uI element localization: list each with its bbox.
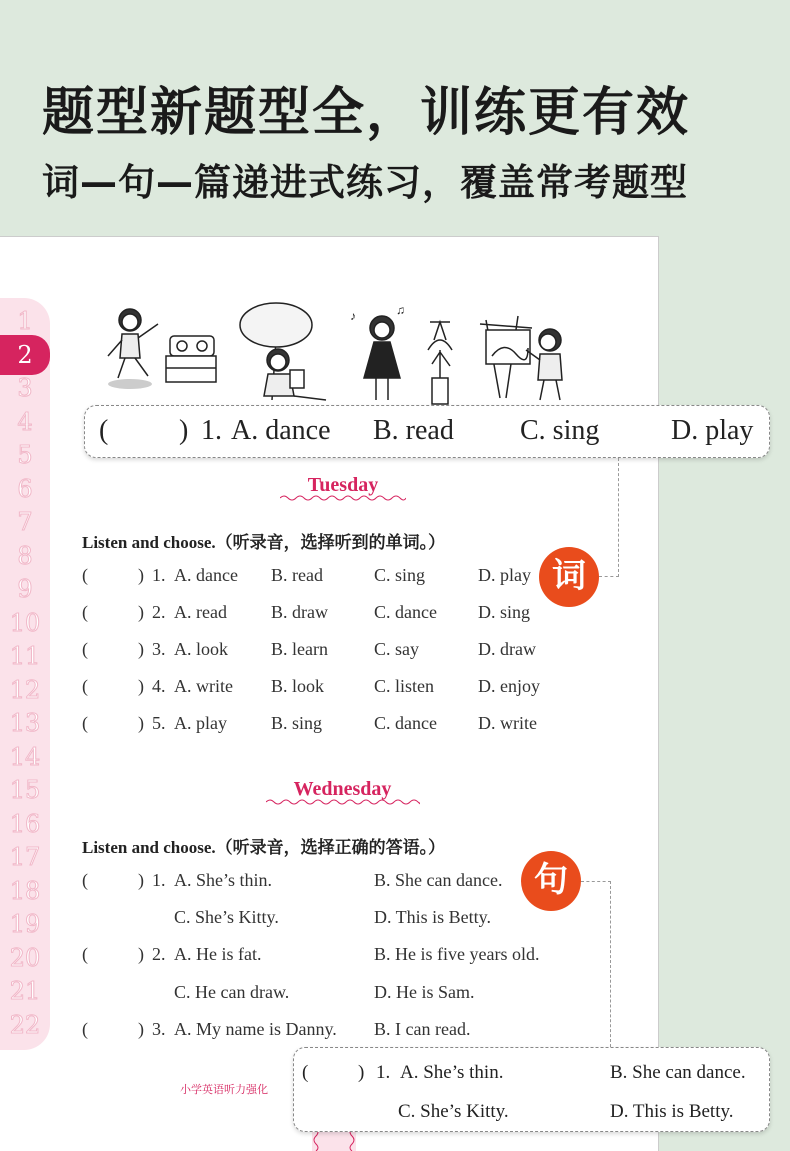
potted-plant-icon (428, 322, 452, 404)
wednesday-wavy-underline (266, 798, 420, 806)
answer-paren-close: ) (138, 565, 144, 585)
option-d: D. play (478, 565, 531, 585)
painting-girl-icon (480, 316, 562, 400)
question-number: 4. (152, 676, 166, 696)
option-b: B. She can dance. (610, 1062, 746, 1083)
unit-tab-19[interactable]: 19 (9, 910, 41, 938)
option-b: B. I can read. (374, 1019, 471, 1039)
sentence-question-callout (293, 1047, 770, 1132)
option-a: A. dance (231, 415, 331, 446)
unit-tab-10[interactable]: 10 (9, 608, 41, 637)
option-a: A. write (174, 676, 233, 696)
option-c: C. dance (374, 602, 437, 622)
unit-tab-16[interactable]: 16 (9, 809, 41, 838)
question-number: 1. (152, 870, 166, 890)
option-c: C. listen (374, 676, 435, 696)
unit-tab-6[interactable]: 6 (17, 474, 33, 503)
answer-paren-open: ( (82, 602, 88, 622)
option-b: B. read (271, 565, 323, 585)
unit-tab-8[interactable]: 8 (17, 541, 33, 570)
answer-paren-open: ( (82, 1019, 88, 1039)
option-d: D. sing (478, 602, 531, 622)
unit-tab-15[interactable]: 15 (9, 776, 41, 804)
option-c: C. She’s Kitty. (174, 907, 279, 927)
answer-paren-close: ) (138, 870, 144, 890)
unit-tab-14[interactable]: 14 (9, 742, 41, 771)
option-d: D. enjoy (478, 676, 540, 696)
word-badge: 词 (539, 547, 599, 607)
word-connector-line (599, 576, 619, 577)
dancing-boy-icon (108, 309, 158, 389)
unit-tab-18[interactable]: 18 (9, 876, 41, 905)
wednesday-title: Wednesday (293, 778, 392, 800)
sentence-connector-line-vertical (610, 881, 611, 1047)
answer-paren-open: ( (82, 944, 88, 964)
singing-girl-icon (350, 303, 405, 400)
question-number: 2. (152, 944, 166, 964)
children-activities-illustration (100, 300, 580, 410)
radio-icon (166, 336, 216, 382)
option-c: C. say (374, 639, 419, 659)
answer-paren-open: ( (82, 713, 88, 733)
reading-boy-tree-icon (240, 303, 326, 400)
word-connector-line-vertical (618, 458, 619, 577)
option-c: C. sing (520, 415, 600, 446)
option-b: B. look (271, 676, 325, 696)
question-number: 3. (152, 1019, 166, 1039)
answer-paren-open: ( (99, 415, 109, 446)
answer-paren-close: ) (138, 1019, 144, 1039)
answer-paren-open: ( (82, 639, 88, 659)
unit-tab-1[interactable]: 1 (17, 307, 33, 335)
answer-paren-close: ) (138, 639, 144, 659)
option-d: D. This is Betty. (610, 1101, 734, 1122)
question-number: 3. (152, 639, 166, 659)
option-d: D. write (478, 713, 537, 733)
option-a: A. play (174, 713, 227, 733)
answer-paren-close: ) (138, 602, 144, 622)
sentence-connector-line (581, 881, 611, 882)
svg-text:♪: ♪ (350, 309, 356, 323)
answer-paren-close: ) (138, 713, 144, 733)
option-a: A. dance (174, 565, 238, 585)
unit-tab-20[interactable]: 20 (9, 943, 41, 972)
question-number: 1. (152, 565, 166, 585)
option-c: C. He can draw. (174, 982, 290, 1002)
option-d: D. This is Betty. (374, 907, 492, 927)
answer-paren-close: ) (179, 415, 189, 446)
answer-paren-open: ( (82, 565, 88, 585)
unit-tab-5[interactable]: 5 (17, 441, 33, 469)
unit-tab-2[interactable]: 2 (0, 335, 50, 375)
unit-tab-22[interactable]: 22 (9, 1010, 41, 1039)
option-b: B. draw (271, 602, 328, 622)
unit-tab-4[interactable]: 4 (17, 407, 33, 436)
option-d: D. draw (478, 639, 536, 659)
option-a: A. read (174, 602, 227, 622)
book-title-footer: 小学英语听力强化 (180, 1083, 268, 1096)
tuesday-instruction: Listen and choose.（听录音，选择听到的单词。） (82, 533, 446, 552)
headline: 题型新题型全，训练更有效 (42, 83, 691, 143)
unit-tab-11[interactable]: 11 (9, 642, 41, 670)
option-a: A. look (174, 639, 228, 659)
question-number: 1. (201, 415, 222, 446)
word-question-callout (84, 405, 770, 458)
wednesday-instruction: Listen and choose.（听录音，选择正确的答语。） (82, 838, 446, 857)
option-a: A. He is fat. (174, 944, 262, 964)
option-b: B. She can dance. (374, 870, 503, 890)
option-c: C. sing (374, 565, 426, 585)
answer-paren-close: ) (138, 944, 144, 964)
subline: 词—句—篇递进式练习，覆盖常考题型 (42, 161, 688, 204)
option-d: D. He is Sam. (374, 982, 475, 1002)
question-number: 1. (376, 1062, 391, 1083)
option-b: B. sing (271, 713, 323, 733)
tuesday-wavy-underline (280, 494, 406, 502)
question-number: 2. (152, 602, 166, 622)
option-b: B. He is five years old. (374, 944, 540, 964)
answer-paren-open: ( (82, 676, 88, 696)
unit-tab-13[interactable]: 13 (9, 709, 41, 737)
option-b: B. learn (271, 639, 328, 659)
unit-tab-9[interactable]: 9 (17, 575, 33, 603)
unit-tab-7[interactable]: 7 (17, 508, 33, 536)
option-a: A. She’s thin. (174, 870, 273, 890)
option-d: D. play (671, 415, 754, 446)
unit-tab-strip (0, 298, 50, 1050)
answer-paren-close: ) (138, 676, 144, 696)
option-a: A. My name is Danny. (174, 1019, 337, 1039)
tuesday-title: Tuesday (307, 474, 379, 496)
answer-paren-close: ) (358, 1062, 365, 1083)
option-c: C. dance (374, 713, 437, 733)
sentence-badge: 句 (521, 851, 581, 911)
unit-tab-12[interactable]: 12 (9, 675, 41, 704)
answer-paren-open: ( (82, 870, 88, 890)
answer-paren-open: ( (302, 1062, 309, 1083)
option-b: B. read (373, 415, 454, 446)
option-c: C. She’s Kitty. (398, 1101, 509, 1122)
svg-text:♫: ♫ (396, 303, 405, 317)
unit-tab-17[interactable]: 17 (9, 843, 41, 871)
unit-tab-3[interactable]: 3 (17, 374, 33, 402)
unit-tab-21[interactable]: 21 (9, 977, 41, 1005)
option-a: A. She’s thin. (400, 1062, 504, 1083)
question-number: 5. (152, 713, 166, 733)
